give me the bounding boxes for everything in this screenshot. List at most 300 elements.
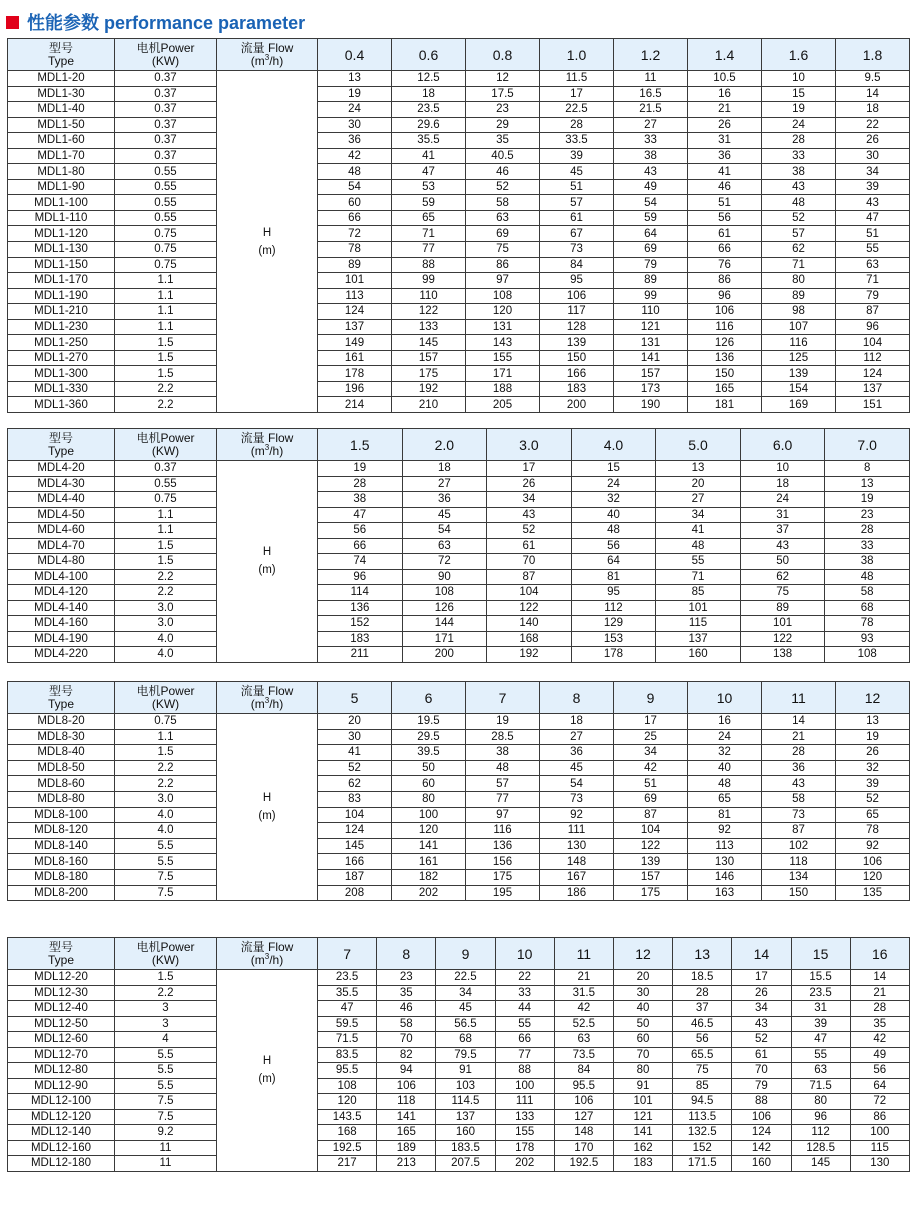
power-cell: 1.5	[115, 970, 217, 986]
head-value-cell: 64	[571, 554, 656, 570]
head-value-cell: 110	[614, 304, 688, 320]
head-value-cell: 79	[836, 288, 910, 304]
head-value-cell: 65.5	[673, 1047, 732, 1063]
head-value-cell: 150	[688, 366, 762, 382]
head-value-cell: 37	[740, 523, 825, 539]
head-value-cell: 183	[540, 381, 614, 397]
head-value-cell: 175	[614, 885, 688, 901]
model-cell: MDL1-170	[8, 273, 115, 289]
head-value-cell: 28	[673, 985, 732, 1001]
header-line-2: Type	[47, 952, 74, 967]
head-value-cell: 51	[614, 776, 688, 792]
head-value-cell: 31	[688, 133, 762, 149]
head-value-cell: 146	[688, 869, 762, 885]
head-value-cell: 133	[392, 319, 466, 335]
header-line-2: Type	[47, 443, 74, 458]
head-value-cell: 85	[656, 585, 741, 601]
head-value-cell: 178	[495, 1140, 554, 1156]
flow-value-header: 0.8	[466, 39, 540, 71]
table-row	[8, 242, 910, 258]
head-value-cell: 20	[613, 970, 672, 986]
flow-unit: $(m^3/h)$	[250, 951, 284, 967]
head-value-cell: 108	[466, 288, 540, 304]
head-value-cell: 27	[402, 476, 487, 492]
head-value-cell: 68	[436, 1032, 495, 1048]
table-row	[8, 1109, 910, 1125]
head-value-cell: 19.5	[392, 714, 466, 730]
head-value-cell: 70	[732, 1063, 791, 1079]
head-value-cell: 104	[836, 335, 910, 351]
table-row	[8, 476, 910, 492]
head-value-cell: 35.5	[392, 133, 466, 149]
model-cell: MDL1-250	[8, 335, 115, 351]
model-cell: MDL12-70	[8, 1047, 115, 1063]
head-value-cell: 23.5	[791, 985, 850, 1001]
head-value-cell: 124	[318, 304, 392, 320]
power-cell: 3.0	[115, 616, 217, 632]
head-value-cell: 127	[554, 1109, 613, 1125]
power-cell: 0.37	[115, 461, 217, 477]
model-cell: MDL12-120	[8, 1109, 115, 1125]
head-value-cell: 96	[318, 569, 403, 585]
head-value-cell: 10	[762, 71, 836, 87]
head-value-cell: 163	[688, 885, 762, 901]
head-value-cell: 13	[836, 714, 910, 730]
head-value-cell: 89	[318, 257, 392, 273]
head-value-cell: 58	[762, 791, 836, 807]
power-cell: 2.2	[115, 776, 217, 792]
table-row	[8, 791, 910, 807]
head-value-cell: 43	[762, 179, 836, 195]
head-value-cell: 101	[318, 273, 392, 289]
model-cell: MDL12-100	[8, 1094, 115, 1110]
head-value-cell: 131	[466, 319, 540, 335]
power-cell: 3	[115, 1001, 217, 1017]
flow-header	[217, 39, 318, 71]
head-value-cell: 73	[540, 791, 614, 807]
flow-value-header: 16	[850, 938, 909, 970]
head-value-cell: 63	[836, 257, 910, 273]
head-value-cell: 152	[318, 616, 403, 632]
head-value-cell: 17	[540, 86, 614, 102]
head-value-cell: 63	[791, 1063, 850, 1079]
head-value-cell: 95	[571, 585, 656, 601]
head-value-cell: 112	[791, 1125, 850, 1141]
power-cell: 3.0	[115, 791, 217, 807]
power-cell: 5.5	[115, 1063, 217, 1079]
head-value-cell: 24	[688, 729, 762, 745]
head-value-cell: 166	[318, 854, 392, 870]
head-value-cell: 101	[613, 1094, 672, 1110]
head-value-cell: 21	[554, 970, 613, 986]
head-value-cell: 108	[318, 1078, 377, 1094]
table-row	[8, 585, 910, 601]
head-value-cell: 213	[377, 1156, 436, 1172]
head-value-cell: 19	[836, 729, 910, 745]
performance-table-1	[7, 38, 910, 413]
head-value-cell: 130	[850, 1156, 909, 1172]
head-value-cell: 103	[436, 1078, 495, 1094]
model-cell: MDL8-140	[8, 838, 115, 854]
head-value-cell: 202	[495, 1156, 554, 1172]
model-cell: MDL1-90	[8, 179, 115, 195]
model-cell: MDL4-190	[8, 631, 115, 647]
head-value-cell: 78	[318, 242, 392, 258]
head-value-cell: 56	[318, 523, 403, 539]
head-value-cell: 34	[656, 507, 741, 523]
flow-value-header: 14	[732, 938, 791, 970]
power-cell: 1.1	[115, 273, 217, 289]
head-value-cell: 32	[571, 492, 656, 508]
head-value-cell: 48	[571, 523, 656, 539]
head-value-cell: 84	[540, 257, 614, 273]
head-value-cell: 47	[318, 1001, 377, 1017]
head-value-cell: 173	[614, 381, 688, 397]
head-value-cell: 77	[466, 791, 540, 807]
model-cell: MDL1-230	[8, 319, 115, 335]
model-cell: MDL12-50	[8, 1016, 115, 1032]
head-value-cell: 36	[688, 148, 762, 164]
head-value-cell: 73	[762, 807, 836, 823]
head-value-cell: 47	[318, 507, 403, 523]
flow-value-header: 9	[614, 682, 688, 714]
power-cell: 0.37	[115, 102, 217, 118]
model-cell: MDL1-130	[8, 242, 115, 258]
flow-value-header: 11	[554, 938, 613, 970]
model-cell: MDL1-100	[8, 195, 115, 211]
power-header	[115, 682, 217, 714]
flow-value-header: 12	[613, 938, 672, 970]
head-value-cell: 63	[554, 1032, 613, 1048]
head-value-cell: 34	[487, 492, 572, 508]
head-value-cell: 65	[688, 791, 762, 807]
head-value-cell: 160	[436, 1125, 495, 1141]
head-label: H	[262, 546, 272, 559]
head-value-cell: 53	[392, 179, 466, 195]
head-value-cell: 169	[762, 397, 836, 413]
model-cell: MDL8-180	[8, 869, 115, 885]
head-value-cell: 106	[688, 304, 762, 320]
head-value-cell: 46	[377, 1001, 436, 1017]
header-line-1: 型号	[48, 939, 73, 954]
table-row	[8, 335, 910, 351]
header-line-1: 电机Power	[136, 40, 195, 55]
head-value-cell: 17	[614, 714, 688, 730]
table-row	[8, 1016, 910, 1032]
head-value-cell: 120	[836, 869, 910, 885]
head-value-cell: 34	[836, 164, 910, 180]
head-value-cell: 102	[762, 838, 836, 854]
head-value-cell: 154	[762, 381, 836, 397]
head-value-cell: 118	[377, 1094, 436, 1110]
head-value-cell: 28	[318, 476, 403, 492]
table-row	[8, 86, 910, 102]
head-value-cell: 160	[656, 647, 741, 663]
head-value-cell: 99	[614, 288, 688, 304]
head-value-cell: 28	[825, 523, 910, 539]
head-value-cell: 35	[466, 133, 540, 149]
table-row	[8, 1094, 910, 1110]
head-value-cell: 23.5	[318, 970, 377, 986]
head-value-cell: 113	[318, 288, 392, 304]
table-row	[8, 461, 910, 477]
table-header-row	[8, 682, 910, 714]
head-value-cell: 178	[571, 647, 656, 663]
head-value-cell: 112	[836, 350, 910, 366]
head-value-cell: 210	[392, 397, 466, 413]
table-row	[8, 492, 910, 508]
head-value-cell: 33	[825, 538, 910, 554]
head-value-cell: 45	[402, 507, 487, 523]
table-header-row	[8, 938, 910, 970]
head-value-cell: 122	[740, 631, 825, 647]
head-value-cell: 46	[688, 179, 762, 195]
flow-value-header: 13	[673, 938, 732, 970]
head-value-cell: 77	[392, 242, 466, 258]
power-cell: 7.5	[115, 1109, 217, 1125]
power-header	[115, 938, 217, 970]
head-value-cell: 122	[614, 838, 688, 854]
power-cell: 0.37	[115, 148, 217, 164]
head-value-cell: 19	[762, 102, 836, 118]
power-cell: 2.2	[115, 760, 217, 776]
head-value-cell: 68	[825, 600, 910, 616]
head-value-cell: 10.5	[688, 71, 762, 87]
head-value-cell: 116	[762, 335, 836, 351]
head-value-cell: 208	[318, 885, 392, 901]
page-title: 性能参数 performance parameter	[27, 13, 306, 33]
flow-value-header: 1.6	[762, 39, 836, 71]
flow-value-header: 8	[540, 682, 614, 714]
head-value-cell: 61	[487, 538, 572, 554]
header-line-1: 电机Power	[136, 430, 195, 445]
head-value-cell: 183.5	[436, 1140, 495, 1156]
head-value-cell: 26	[732, 985, 791, 1001]
head-value-cell: 39	[791, 1016, 850, 1032]
power-header	[115, 429, 217, 461]
head-value-cell: 128.5	[791, 1140, 850, 1156]
head-value-cell: 124	[732, 1125, 791, 1141]
head-value-cell: 51	[540, 179, 614, 195]
power-cell: 2.2	[115, 397, 217, 413]
head-value-cell: 28	[762, 133, 836, 149]
table-row	[8, 616, 910, 632]
head-value-cell: 61	[732, 1047, 791, 1063]
head-value-cell: 121	[613, 1109, 672, 1125]
model-cell: MDL12-90	[8, 1078, 115, 1094]
head-value-cell: 63	[402, 538, 487, 554]
head-value-cell: 58	[466, 195, 540, 211]
head-value-cell: 104	[614, 823, 688, 839]
head-value-cell: 63	[466, 210, 540, 226]
head-value-cell: 122	[392, 304, 466, 320]
head-value-cell: 42	[554, 1001, 613, 1017]
head-value-cell: 55	[656, 554, 741, 570]
head-value-cell: 96	[836, 319, 910, 335]
head-value-cell: 86	[850, 1109, 909, 1125]
head-value-cell: 182	[392, 869, 466, 885]
head-value-cell: 168	[487, 631, 572, 647]
power-cell: 2.2	[115, 585, 217, 601]
head-value-cell: 44	[495, 1001, 554, 1017]
head-value-cell: 40.5	[466, 148, 540, 164]
power-cell: 7.5	[115, 885, 217, 901]
head-value-cell: 73.5	[554, 1047, 613, 1063]
head-value-cell: 40	[688, 760, 762, 776]
head-value-cell: 192.5	[554, 1156, 613, 1172]
head-value-cell: 118	[762, 854, 836, 870]
head-value-cell: 136	[688, 350, 762, 366]
head-value-cell: 32	[688, 745, 762, 761]
table-row	[8, 729, 910, 745]
head-value-cell: 52	[318, 760, 392, 776]
table-row	[8, 257, 910, 273]
red-square-icon	[6, 16, 19, 29]
head-value-cell: 16	[688, 714, 762, 730]
head-value-cell: 117	[540, 304, 614, 320]
head-value-cell: 55	[495, 1016, 554, 1032]
head-value-cell: 33	[495, 985, 554, 1001]
power-cell: 0.37	[115, 86, 217, 102]
head-value-cell: 38	[466, 745, 540, 761]
head-value-cell: 137	[836, 381, 910, 397]
head-value-cell: 18	[836, 102, 910, 118]
head-value-cell: 148	[540, 854, 614, 870]
head-value-cell: 59.5	[318, 1016, 377, 1032]
head-value-cell: 29.5	[392, 729, 466, 745]
head-value-cell: 157	[614, 869, 688, 885]
model-cell: MDL4-100	[8, 569, 115, 585]
table-row	[8, 714, 910, 730]
head-value-cell: 83.5	[318, 1047, 377, 1063]
power-cell: 0.55	[115, 476, 217, 492]
head-value-cell: 200	[402, 647, 487, 663]
flow-unit: $(m^3/h)$	[250, 695, 284, 711]
head-value-cell: 35	[377, 985, 436, 1001]
power-cell: 4	[115, 1032, 217, 1048]
power-cell: 0.37	[115, 117, 217, 133]
head-value-cell: 51	[836, 226, 910, 242]
head-value-cell: 43	[740, 538, 825, 554]
head-value-cell: 59	[392, 195, 466, 211]
head-value-cell: 54	[614, 195, 688, 211]
model-cell: MDL4-70	[8, 538, 115, 554]
head-value-cell: 43	[614, 164, 688, 180]
head-value-cell: 110	[392, 288, 466, 304]
table-row	[8, 631, 910, 647]
head-value-cell: 42	[614, 760, 688, 776]
flow-value-header: 9	[436, 938, 495, 970]
head-value-cell: 12.5	[392, 71, 466, 87]
table-row	[8, 133, 910, 149]
head-value-cell: 20	[318, 714, 392, 730]
model-cell: MDL1-270	[8, 350, 115, 366]
head-value-cell: 165	[377, 1125, 436, 1141]
flow-value-header: 10	[495, 938, 554, 970]
head-value-cell: 162	[613, 1140, 672, 1156]
table-row	[8, 319, 910, 335]
table-row	[8, 71, 910, 87]
head-value-cell: 106	[377, 1078, 436, 1094]
model-cell: MDL1-330	[8, 381, 115, 397]
head-value-cell: 80	[762, 273, 836, 289]
model-cell: MDL8-20	[8, 714, 115, 730]
table-row	[8, 869, 910, 885]
table-row	[8, 1156, 910, 1172]
head-value-cell: 116	[466, 823, 540, 839]
head-value-cell: 43	[836, 195, 910, 211]
head-value-cell: 48	[688, 776, 762, 792]
head-value-cell: 141	[613, 1125, 672, 1141]
head-value-cell: 26	[487, 476, 572, 492]
power-cell: 4.0	[115, 631, 217, 647]
table-row	[8, 970, 910, 986]
head-value-cell: 15	[762, 86, 836, 102]
head-value-cell: 200	[540, 397, 614, 413]
head-value-cell: 23	[466, 102, 540, 118]
table-row	[8, 1078, 910, 1094]
table-row	[8, 102, 910, 118]
head-value-cell: 64	[850, 1078, 909, 1094]
head-value-cell: 26	[836, 745, 910, 761]
head-value-cell: 20	[656, 476, 741, 492]
head-value-cell: 155	[495, 1125, 554, 1141]
power-cell: 0.55	[115, 210, 217, 226]
flow-value-header: 7	[318, 938, 377, 970]
head-value-cell: 36	[402, 492, 487, 508]
head-label: H	[262, 792, 272, 805]
table-row	[8, 854, 910, 870]
head-value-cell: 57	[466, 776, 540, 792]
model-cell: MDL4-80	[8, 554, 115, 570]
head-value-cell: 43	[487, 507, 572, 523]
head-value-cell: 61	[540, 210, 614, 226]
model-cell: MDL1-300	[8, 366, 115, 382]
head-value-cell: 171.5	[673, 1156, 732, 1172]
head-value-cell: 106	[836, 854, 910, 870]
head-value-cell: 23.5	[392, 102, 466, 118]
table-row	[8, 745, 910, 761]
head-value-cell: 113.5	[673, 1109, 732, 1125]
model-cell: MDL8-160	[8, 854, 115, 870]
head-value-cell: 76	[688, 257, 762, 273]
power-cell: 1.5	[115, 335, 217, 351]
table-row	[8, 1047, 910, 1063]
head-value-cell: 128	[540, 319, 614, 335]
head-value-cell: 99	[392, 273, 466, 289]
power-cell: 1.5	[115, 554, 217, 570]
head-value-cell: 134	[762, 869, 836, 885]
head-value-cell: 122	[487, 600, 572, 616]
head-value-cell: 36	[762, 760, 836, 776]
head-value-cell: 27	[614, 117, 688, 133]
head-value-cell: 11	[614, 71, 688, 87]
head-value-cell: 41	[688, 164, 762, 180]
power-cell: 3	[115, 1016, 217, 1032]
head-value-cell: 116	[688, 319, 762, 335]
head-value-cell: 70	[613, 1047, 672, 1063]
head-value-cell: 60	[318, 195, 392, 211]
head-value-cell: 195	[466, 885, 540, 901]
head-label-cell	[217, 71, 318, 413]
head-value-cell: 79.5	[436, 1047, 495, 1063]
table-row	[8, 1125, 910, 1141]
model-cell: MDL1-30	[8, 86, 115, 102]
table-row	[8, 985, 910, 1001]
table-row	[8, 304, 910, 320]
flow-value-header: 0.6	[392, 39, 466, 71]
head-value-cell: 80	[791, 1094, 850, 1110]
